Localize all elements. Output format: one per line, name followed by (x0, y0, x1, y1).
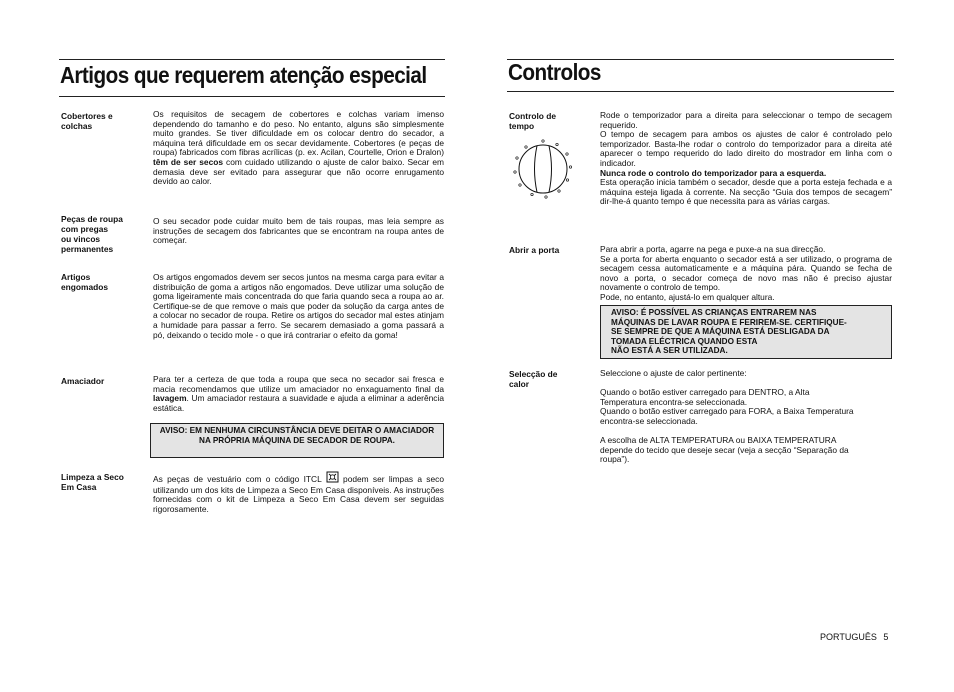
section-text-pecas: O seu secador pode cuidar muito bem de tais roupas, mas leia sempre as instruções de secagem dos fabricantes que se encontram na roupa antes de começar. (153, 216, 444, 246)
warning-box-amaciador: AVISO: EM NENHUMA CIRCUNSTÂNCIA DEVE DEITAR O AMACIADOR NA PRÓPRIA MÁQUINA DE SECADOR DE ROUPA. (150, 423, 444, 458)
section-label-abrir-porta: Abrir a porta (509, 245, 560, 255)
section-text-limpeza: As peças de vestuário com o código ITCL podem ser limpas a seco utilizando um dos kits de Limpeza a Seco Em Casa disponíveis. As instruções fornecidas com o kit de Limpeza a Seco Em Casa devem ser seguidas rigorosamente. (153, 471, 444, 514)
section-text-controlo-tempo: Rode o temporizador para a direita para seleccionar o tempo de secagem requerido. O tempo de secagem para ambos os ajustes de calor é controlado pelo temporizador. Basta-lhe rodar o controlo do temporizador para a direita até aparecer o tempo requerido do lado direito do mostrador em linha com o indicador. Nunca rode o controlo do temporizador para a esquerda. Esta operação inicia também o secador, desde que a porta esteja fechada e a máquina esteja ligada à corrente. Na secção “Guia dos tempos de secagem” dir-lhe-á quanto tempo é que necessita para as várias cargas. (600, 110, 892, 207)
section-label-pecas: Peças de roupa com pregas ou vincos permanentes (61, 214, 123, 254)
section-text-amaciador: Para ter a certeza de que toda a roupa que seca no secador sai fresca e macia recomendamos que utilize um amaciador no enxaguamento final da lavagem. Um amaciador restaura a suavidade e ajuda a eliminar a aderência estática. (153, 374, 444, 413)
section-text-engomados: Os artigos engomados devem ser secos juntos na mesma carga para evitar a distribuição de goma a artigos não engomados. Deve utilizar uma solução de goma ligeiramente mais concentrada do que faria quando seca a roupa ao ar. Certifique-se de que remove o mais que poder da solução da carga antes de a colocar no secador de roupa. Retire os artigos do secador mal estes atinjam a humidade para passar a ferro. Se secarem demasiado a goma passará a pó, deixando o tecido mole - o que irá contrariar o efeito da goma! (153, 272, 444, 340)
section-text-cobertores: Os requisitos de secagem de cobertores e colchas variam imenso dependendo do tamanho e do peso. No entanto, alguns são simplesmente muito grandes. Se tiver dificuldade em os colocar dentro do secador, a máquina terá dificuldade em os secar devidamente. Cobertores (e peças de roupa) fabricados com fibras acrílicas (p. ex. Acilan, Courtelle, Orion e Dralon) têm de ser secos com cuidado utilizando o ajuste de calor baixo. Secar em demasia deve ser evitado para assegurar que não ocorre enrugamento devido ao calor. (153, 109, 444, 187)
timer-dial-icon (510, 138, 576, 200)
section-label-engomados: Artigos engomados (61, 272, 108, 292)
right-title-bottom-rule (507, 91, 894, 92)
footer-language: PORTUGUÊS (820, 632, 877, 642)
section-label-amaciador: Amaciador (61, 376, 105, 386)
itcl-symbol-icon (326, 471, 339, 486)
warning-box-criancas: AVISO: É POSSÍVEL AS CRIANÇAS ENTRAREM NAS MÁQUINAS DE LAVAR ROUPA E FERIREM-SE. CERTIFIQUE- SE SEMPRE DE QUE A MÁQUINA ESTÁ DESLIGADA DA TOMADA ELÉCTRICA QUANDO ESTA NÃO ESTÁ A SER UTILIZADA. (600, 305, 892, 359)
section-label-controlo-tempo: Controlo de tempo (509, 111, 556, 131)
left-title-top-rule (59, 59, 445, 60)
section-text-abrir-porta: Para abrir a porta, agarre na pega e puxe-a na sua direcção. Se a porta for aberta enquanto o secador está a ser utilizado, o programa de secagem cessa automaticamente e a máquina pára. Quando se fecha de novo a porta, o secador começa de novo mas não é preciso ajustar novamente o controlo de tempo. Pode, no entanto, ajustá-lo em qualquer altura. (600, 244, 892, 302)
right-page-title: Controlos (508, 59, 601, 85)
section-label-cobertores: Cobertores e colchas (61, 111, 113, 131)
section-label-limpeza: Limpeza a Seco Em Casa (61, 472, 124, 492)
left-title-bottom-rule (59, 96, 445, 97)
section-label-seleccao-calor: Selecção de calor (509, 369, 558, 389)
page-number: 5 (883, 632, 889, 642)
section-text-seleccao-calor: Seleccione o ajuste de calor pertinente: Quando o botão estiver carregado para DENTRO, a Alta Temperatura encontra-se seleccionada. Quando o botão estiver carregado para FORA, a Baixa Temperatura encontra-se seleccionada. A escolha de ALTA TEMPERATURA ou BAIXA TEMPERATURA depende do tecido que deseje secar (veja a secção “Separação da roupa”). (600, 368, 854, 465)
page-footer (820, 632, 888, 642)
left-page-title: Artigos que requerem atenção especial (60, 62, 427, 88)
